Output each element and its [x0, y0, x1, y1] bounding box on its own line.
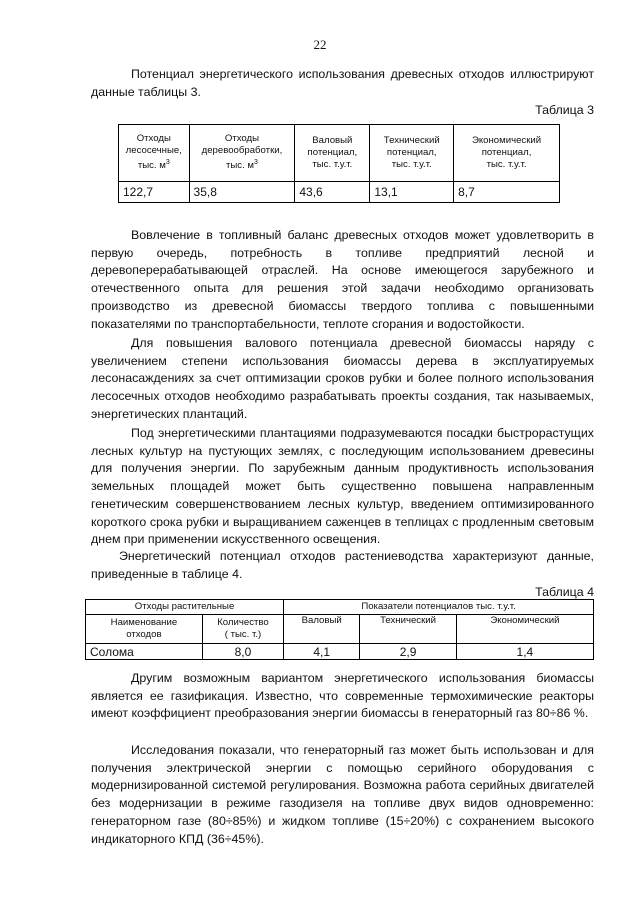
- header-line: потенциал,: [386, 147, 437, 158]
- table-cell: 1,4: [456, 644, 593, 660]
- table-cell: 2,9: [360, 644, 457, 660]
- page-number: 22: [313, 37, 327, 52]
- table3-header-cell: [454, 125, 560, 182]
- paragraph-gasification: Другим возможным вариантом энергетического использования биомассы является ее газификация. Известно, что современные термохимические реакторы имеют коэффициент преобразования энергии биомассы в генераторный газ 80÷86 %.: [91, 671, 594, 721]
- header-line: Технический: [383, 135, 440, 146]
- table3-header-cell: [370, 125, 454, 182]
- paragraph-crop-waste: Энергетический потенциал отходов растениеводства характеризуют данные, приведенные в таблице 4.: [91, 549, 594, 581]
- header-line: потенциал,: [481, 147, 532, 158]
- paragraph-generator-gas: Исследования показали, что генераторный газ может быть использован и для получения электрической энергии с помощью серийного оборудования с модернизированной системой регулирования. Возможна работа серийных двигателей без модернизации в режиме газодизеля на топливе двух видов одновременно: генераторном газе (80÷85%) и жидком топливе (15÷20%) с сохранением высокого индикаторного КПД (36÷45%).: [91, 743, 594, 846]
- header-line: деревообработки,: [201, 145, 283, 157]
- header-line: тыс. т.у.т.: [486, 159, 527, 170]
- table-cell: Солома: [86, 644, 203, 660]
- header-line: Валовый: [312, 135, 353, 146]
- header-line: [123, 157, 185, 172]
- header-line: [194, 157, 291, 172]
- header-line: Экономический: [471, 135, 542, 146]
- table3-caption: Таблица 3: [535, 103, 594, 117]
- table-cell: 8,7: [454, 182, 560, 203]
- header-text: тыс. м: [137, 160, 166, 172]
- header-line: тыс. т.у.т.: [312, 159, 353, 170]
- header-line: тыс. т.у.т.: [391, 159, 432, 170]
- table4-caption: Таблица 4: [535, 585, 594, 599]
- table4-header-cell: Валовый: [284, 615, 360, 644]
- table4-header-cell: [202, 615, 283, 644]
- table-cell: 35,8: [189, 182, 295, 203]
- table-cell: 122,7: [119, 182, 190, 203]
- paragraph-intro: Потенциал энергетического использования древесных отходов иллюстрируют данные таблицы 3.: [91, 67, 594, 99]
- table4-header-cell: Экономический: [456, 615, 593, 644]
- header-line: Наименование: [110, 617, 178, 628]
- table-row: [86, 644, 594, 660]
- table4-header-cell: Технический: [360, 615, 457, 644]
- header-line: Отходы: [136, 133, 171, 145]
- header-line: ( тыс. т.): [224, 629, 262, 640]
- table3-header-cell: [189, 125, 295, 182]
- table4-group-header: Отходы растительные: [86, 600, 284, 615]
- header-text: тыс. м: [226, 160, 255, 172]
- header-line: Количество: [217, 617, 269, 628]
- header-line: отходов: [126, 629, 162, 640]
- table4-group-row: [86, 600, 594, 615]
- paragraph-energy-plantations: Под энергетическими плантациями подразумеваются посадки быстрорастущих лесных культур на пустующих землях, с последующим использованием древесины для получения энергии. По зарубежным данным продуктивность использования земельных площадей может быть существенно повышена направленным генетическим совершенствованием лесных культур, введением оптимизированного короткого срока рубки и выращиванием саженцев в теплицах с продленным световым днем при применении искусственного освещения.: [91, 426, 594, 547]
- table-cell: 8,0: [202, 644, 283, 660]
- table3-header-cell: [295, 125, 370, 182]
- superscript: 3: [254, 159, 258, 167]
- table3-header-cell: [119, 125, 190, 182]
- paragraph-gross-potential: Для повышения валового потенциала древесной биомассы наряду с увеличением степени использования биомассы дерева в эксплуатируемых лесонасаждениях за счет оптимизации сроков рубки и более полного использования лесосечных отходов необходимо разрабатывать проекты создания, так называемых, энергетических плантаций.: [91, 336, 594, 421]
- table-cell: 13,1: [370, 182, 454, 203]
- table-cell: 43,6: [295, 182, 370, 203]
- table-cell: 4,1: [284, 644, 360, 660]
- superscript: 3: [165, 159, 170, 167]
- header-line: потенциал,: [307, 147, 358, 158]
- table4-header-cell: [86, 615, 203, 644]
- table-row: [119, 182, 560, 203]
- table4-group-header: Показатели потенциалов тыс. т.у.т.: [284, 600, 594, 615]
- header-line: лесосечные,: [125, 145, 182, 157]
- table4-header-row: [86, 615, 594, 644]
- paragraph-fuel-balance: Вовлечение в топливный баланс древесных отходов может удовлетворить в первую очередь, потребность в топливе предприятий лесной и деревоперерабатывающей отраслей. На основе имеющегося зарубежного и отечественного опыта для решения этой задачи необходимо организовать производство из древесной биомассы твердого топлива с повышенными показателями по транспортабельности, теплоте сгорания и водостойкости.: [91, 228, 594, 331]
- table3-header-row: [119, 125, 560, 182]
- table4: [85, 599, 594, 660]
- header-line: Отходы: [224, 133, 260, 145]
- table3: [118, 124, 560, 203]
